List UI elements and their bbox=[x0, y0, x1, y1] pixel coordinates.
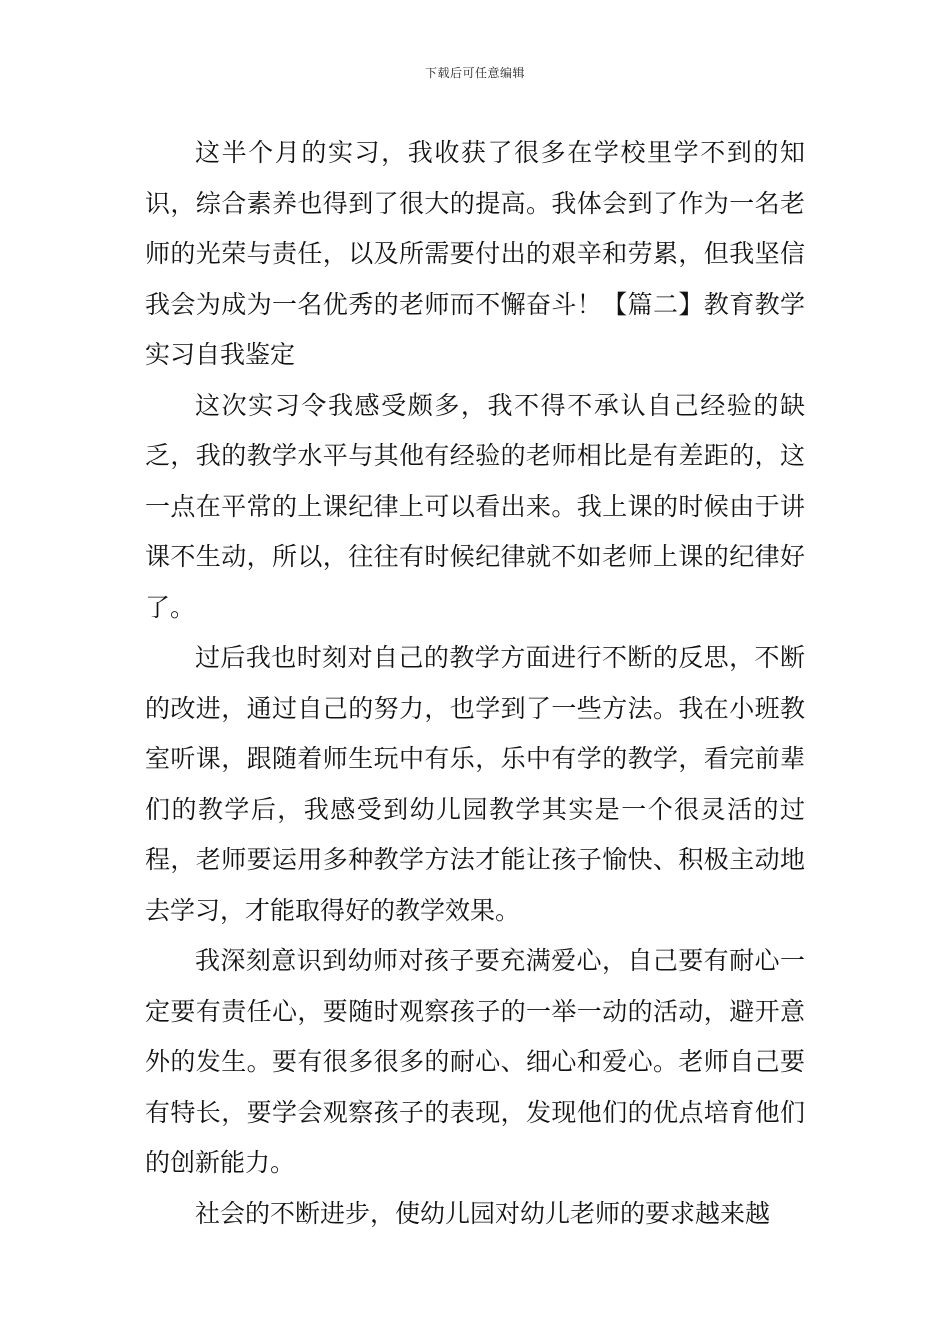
paragraph: 社会的不断进步，使幼儿园对幼儿老师的要求越来越 bbox=[195, 1198, 771, 1228]
paragraph: 我深刻意识到幼师对孩子要充满爱心，自己要有耐心一定要有责任心，要随时观察孩子的一举一动的活动，避开意外的发生。要有很多很多的耐心、细心和爱心。老师自己要有特长，要学会观察孩子的表现，发现他们的优点培育他们的创新能力。 bbox=[145, 946, 805, 1177]
paragraph: 过后我也时刻对自己的教学方面进行不断的反思，不断的改进，通过自己的努力，也学到了一些方法。我在小班教室听课，跟随着师生玩中有乐，乐中有学的教学，看完前辈们的教学后，我感受到幼儿园教学其实是一个很灵活的过程，老师要运用多种教学方法才能让孩子愉快、积极主动地去学习，才能取得好的教学效果。 bbox=[145, 643, 805, 925]
paragraph: 这次实习令我感受颇多，我不得不承认自己经验的缺乏，我的教学水平与其他有经验的老师相比是有差距的，这一点在平常的上课纪律上可以看出来。我上课的时候由于讲课不生动，所以，往往有时候纪律就不如老师上课的纪律好了。 bbox=[145, 390, 805, 622]
document-body bbox=[145, 128, 805, 1239]
page-header: 下载后可任意编辑 bbox=[424, 66, 525, 80]
paragraph: 这半个月的实习，我收获了很多在学校里学不到的知识，综合素养也得到了很大的提高。我体会到了作为一名老师的光荣与责任，以及所需要付出的艰辛和劳累，但我坚信我会为成为一名优秀的老师而不懈奋斗！【篇二】教育教学实习自我鉴定 bbox=[145, 138, 805, 369]
